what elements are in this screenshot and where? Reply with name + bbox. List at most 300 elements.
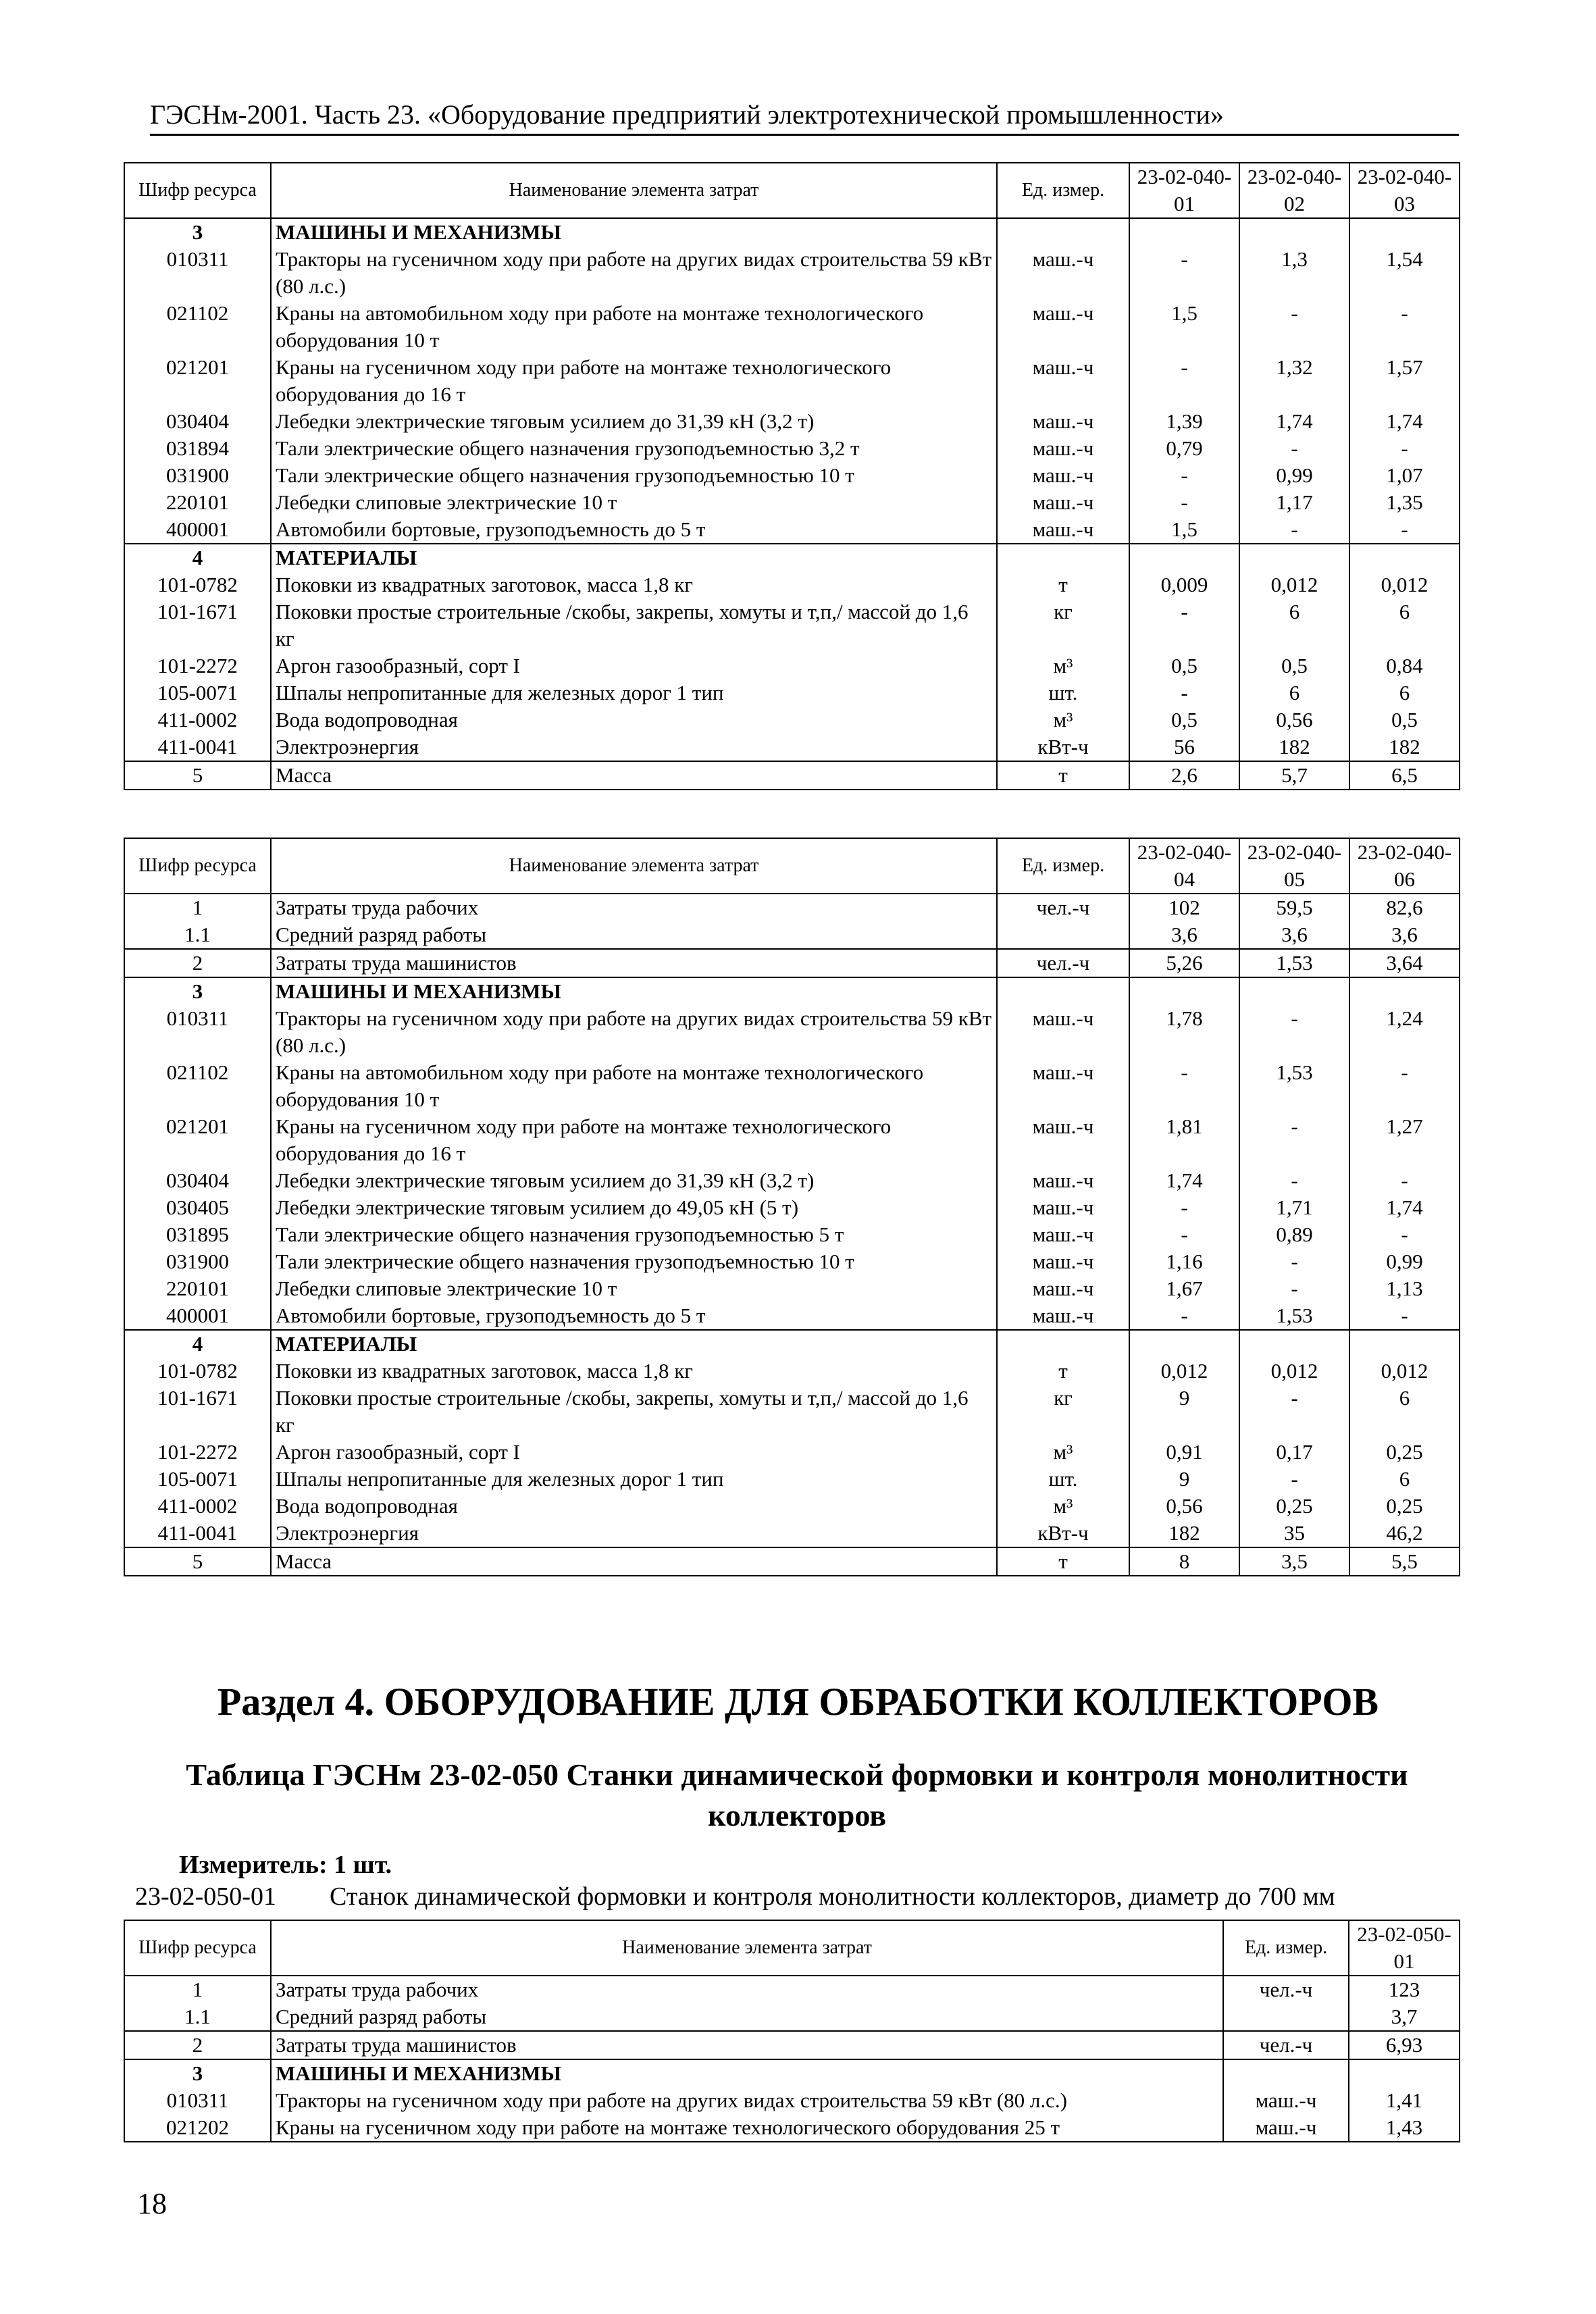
- resource-unit: маш.-ч: [997, 300, 1129, 354]
- norm-value: 56: [1129, 734, 1239, 761]
- norm-value: 0,17: [1239, 1439, 1349, 1466]
- norm-value: 0,56: [1239, 706, 1349, 734]
- section-title: Раздел 4. ОБОРУДОВАНИЕ ДЛЯ ОБРАБОТКИ КОЛЛЕКТОРОВ: [217, 1680, 1379, 1724]
- resource-code: 2: [124, 949, 271, 977]
- resource-name: Краны на автомобильном ходу при работе на монтаже технологического оборудования 10 т: [271, 300, 997, 354]
- norm-value: [1239, 1330, 1349, 1358]
- table-row: [124, 1302, 1460, 1330]
- norm-value: 35: [1239, 1520, 1349, 1547]
- resource-code: 030405: [124, 1194, 271, 1221]
- norm-value: 1,71: [1239, 1194, 1349, 1221]
- table-row: [124, 2031, 1460, 2059]
- norm-value: 123: [1349, 1976, 1460, 2003]
- resource-unit: маш.-ч: [997, 1059, 1129, 1113]
- table-row: [124, 1167, 1460, 1194]
- norm-value: 0,56: [1129, 1493, 1239, 1520]
- resource-name: Затраты труда машинистов: [271, 2031, 1223, 2059]
- table-row: [124, 706, 1460, 734]
- norm-value: -: [1129, 679, 1239, 706]
- norm-value: 1,74: [1349, 408, 1460, 435]
- norm-value: 6: [1239, 598, 1349, 652]
- resource-unit: м³: [997, 706, 1129, 734]
- resource-name: Поковки из квадратных заготовок, масса 1,8 кг: [271, 1358, 997, 1385]
- norm-value: 0,5: [1129, 706, 1239, 734]
- resource-unit: маш.-ч: [1223, 2087, 1349, 2114]
- resource-code: 411-0002: [124, 1493, 271, 1520]
- col-norm-header: 23-02-050-01: [1349, 1920, 1460, 1976]
- norm-value: -: [1129, 1194, 1239, 1221]
- resource-name: Тракторы на гусеничном ходу при работе на других видах строительства 59 кВт (80 л.с.): [271, 246, 997, 300]
- table-row: [124, 2087, 1460, 2114]
- norm-value: [1239, 544, 1349, 571]
- norm-value: 0,25: [1349, 1439, 1460, 1466]
- resource-code: 4: [124, 1330, 271, 1358]
- col-norm-header: 23-02-040-04: [1129, 838, 1239, 894]
- norm-value: 6: [1349, 1466, 1460, 1493]
- resource-code: 105-0071: [124, 679, 271, 706]
- norm-text: Станок динамической формовки и контроля монолитности коллекторов, диаметр до 700 мм: [330, 1882, 1335, 1911]
- resource-name: Тали электрические общего назначения грузоподъемностью 10 т: [271, 1248, 997, 1275]
- table-row: [124, 1493, 1460, 1520]
- table-row: [124, 516, 1460, 544]
- resource-code: 010311: [124, 2087, 271, 2114]
- norm-value: 3,6: [1239, 921, 1349, 949]
- col-norm-header: 23-02-040-05: [1239, 838, 1349, 894]
- norm-value: 1,43: [1349, 2114, 1460, 2142]
- resource-code: 101-1671: [124, 598, 271, 652]
- resource-name: Масса: [271, 761, 997, 790]
- resource-name: Лебедки слиповые электрические 10 т: [271, 1275, 997, 1302]
- norm-value: [1349, 218, 1460, 246]
- resource-unit: кг: [997, 598, 1129, 652]
- resource-code: 030404: [124, 1167, 271, 1194]
- resource-unit: м³: [997, 1439, 1129, 1466]
- table-row: [124, 761, 1460, 790]
- resource-code: 400001: [124, 516, 271, 544]
- norm-value: 1,27: [1349, 1113, 1460, 1167]
- norm-value: 1,16: [1129, 1248, 1239, 1275]
- norm-value: 46,2: [1349, 1520, 1460, 1547]
- table-row: [124, 489, 1460, 516]
- col-norm-header: 23-02-040-01: [1129, 163, 1239, 218]
- resource-name: Тали электрические общего назначения грузоподъемностью 3,2 т: [271, 435, 997, 462]
- resource-name: Шпалы непропитанные для железных дорог 1 тип: [271, 1466, 997, 1493]
- resource-unit: [1223, 2003, 1349, 2031]
- norm-value: -: [1129, 1059, 1239, 1113]
- norm-value: 1,07: [1349, 462, 1460, 489]
- resource-name: Электроэнергия: [271, 734, 997, 761]
- resource-unit: маш.-ч: [997, 1275, 1129, 1302]
- norm-value: 9: [1129, 1466, 1239, 1493]
- resource-table-040-01-03: [124, 162, 1460, 790]
- resource-name: Поковки простые строительные /скобы, закрепы, хомуты и т,п,/ массой до 1,6 кг: [271, 1385, 997, 1439]
- norm-value: 1,53: [1239, 1302, 1349, 1330]
- norm-value: 5,7: [1239, 761, 1349, 790]
- norm-value: [1349, 977, 1460, 1005]
- col-norm-header: 23-02-040-02: [1239, 163, 1349, 218]
- norm-value: -: [1239, 1167, 1349, 1194]
- norm-value: 1,53: [1239, 949, 1349, 977]
- resource-name: МАТЕРИАЛЫ: [271, 1330, 997, 1358]
- norm-value: 1,39: [1129, 408, 1239, 435]
- norm-value: 182: [1239, 734, 1349, 761]
- page-header: ГЭСНм-2001. Часть 23. «Оборудование предприятий электротехнической промышленности»: [150, 97, 1459, 136]
- norm-value: 0,012: [1129, 1358, 1239, 1385]
- norm-value: -: [1349, 1059, 1460, 1113]
- norm-value: 1,32: [1239, 354, 1349, 408]
- norm-value: 9: [1129, 1385, 1239, 1439]
- resource-code: 030404: [124, 408, 271, 435]
- resource-name: Электроэнергия: [271, 1520, 997, 1547]
- norm-value: -: [1239, 1005, 1349, 1059]
- resource-code: 411-0041: [124, 1520, 271, 1547]
- resource-unit: маш.-ч: [997, 1248, 1129, 1275]
- table-row: [124, 977, 1460, 1005]
- resource-name: Краны на гусеничном ходу при работе на монтаже технологического оборудования до 16 т: [271, 354, 997, 408]
- resource-code: 101-2272: [124, 652, 271, 679]
- resource-unit: шт.: [997, 679, 1129, 706]
- norm-value: -: [1239, 1466, 1349, 1493]
- norm-value: 1,81: [1129, 1113, 1239, 1167]
- col-unit-header: Ед. измер.: [997, 838, 1129, 894]
- resource-name: Автомобили бортовые, грузоподъемность до 5 т: [271, 516, 997, 544]
- resource-unit: шт.: [997, 1466, 1129, 1493]
- col-norm-header: 23-02-040-03: [1349, 163, 1460, 218]
- table-row: [124, 598, 1460, 652]
- col-name-header: Наименование элемента затрат: [271, 1920, 1223, 1976]
- resource-name: Вода водопроводная: [271, 706, 997, 734]
- col-code-header: Шифр ресурса: [124, 163, 271, 218]
- col-code-header: Шифр ресурса: [124, 1920, 271, 1976]
- resource-code: 101-0782: [124, 571, 271, 598]
- norm-value: -: [1239, 516, 1349, 544]
- resource-code: 031894: [124, 435, 271, 462]
- table-row: [124, 246, 1460, 300]
- table-row: [124, 1466, 1460, 1493]
- resource-unit: кВт-ч: [997, 1520, 1129, 1547]
- resource-name: Лебедки слиповые электрические 10 т: [271, 489, 997, 516]
- table-row: [124, 894, 1460, 921]
- norm-value: 0,012: [1349, 571, 1460, 598]
- norm-value: [1129, 544, 1239, 571]
- resource-unit: м³: [997, 1493, 1129, 1520]
- norm-value: 3,64: [1349, 949, 1460, 977]
- norm-value: -: [1129, 246, 1239, 300]
- resource-unit: маш.-ч: [997, 1221, 1129, 1248]
- resource-unit: маш.-ч: [997, 516, 1129, 544]
- resource-table-040-04-06: [124, 838, 1460, 1576]
- table-row: [124, 2003, 1460, 2031]
- resource-code: 021102: [124, 1059, 271, 1113]
- table-row: [124, 1520, 1460, 1547]
- resource-code: 5: [124, 761, 271, 790]
- col-unit-header: Ед. измер.: [997, 163, 1129, 218]
- norm-value: 1,41: [1349, 2087, 1460, 2114]
- norm-value: -: [1349, 1302, 1460, 1330]
- table-row: [124, 544, 1460, 571]
- resource-code: 400001: [124, 1302, 271, 1330]
- table-row: [124, 652, 1460, 679]
- col-norm-header: 23-02-040-06: [1349, 838, 1460, 894]
- resource-unit: маш.-ч: [997, 1194, 1129, 1221]
- resource-code: 101-0782: [124, 1358, 271, 1385]
- resource-code: 3: [124, 977, 271, 1005]
- resource-unit: т: [997, 1358, 1129, 1385]
- norm-value: 1,24: [1349, 1005, 1460, 1059]
- resource-unit: [997, 1330, 1129, 1358]
- norm-value: 1,17: [1239, 489, 1349, 516]
- table-row: [124, 218, 1460, 246]
- table-row: [124, 1248, 1460, 1275]
- norm-value: -: [1129, 462, 1239, 489]
- norm-value: -: [1239, 1113, 1349, 1167]
- col-name-header: Наименование элемента затрат: [271, 838, 997, 894]
- table-row: [124, 1547, 1460, 1576]
- resource-unit: т: [997, 1547, 1129, 1576]
- resource-code: 2: [124, 2031, 271, 2059]
- resource-name: Затраты труда рабочих: [271, 894, 997, 921]
- norm-value: 0,99: [1239, 462, 1349, 489]
- table-row: [124, 462, 1460, 489]
- norm-value: 2,6: [1129, 761, 1239, 790]
- norm-value: 3,7: [1349, 2003, 1460, 2031]
- table-row: [124, 1059, 1460, 1113]
- resource-unit: маш.-ч: [997, 462, 1129, 489]
- norm-value: 59,5: [1239, 894, 1349, 921]
- norm-value: 0,5: [1239, 652, 1349, 679]
- table-row: [124, 949, 1460, 977]
- resource-unit: [997, 921, 1129, 949]
- table-title: Таблица ГЭСНм 23-02-050 Станки динамической формовки и контроля монолитности коллекторов: [186, 1757, 1408, 1832]
- resource-unit: маш.-ч: [997, 1005, 1129, 1059]
- resource-code: 021201: [124, 1113, 271, 1167]
- resource-name: Затраты труда рабочих: [271, 1976, 1223, 2003]
- norm-value: 0,25: [1239, 1493, 1349, 1520]
- resource-unit: [997, 544, 1129, 571]
- resource-unit: маш.-ч: [997, 1167, 1129, 1194]
- resource-name: Средний разряд работы: [271, 921, 997, 949]
- resource-name: МАШИНЫ И МЕХАНИЗМЫ: [271, 218, 997, 246]
- resource-name: Средний разряд работы: [271, 2003, 1223, 2031]
- table-row: [124, 2059, 1460, 2087]
- resource-unit: [997, 977, 1129, 1005]
- norm-description: [135, 1881, 1335, 1912]
- resource-code: 021201: [124, 354, 271, 408]
- norm-value: 8: [1129, 1547, 1239, 1576]
- resource-name: Лебедки электрические тяговым усилием до 49,05 кН (5 т): [271, 1194, 997, 1221]
- norm-value: 1,78: [1129, 1005, 1239, 1059]
- norm-value: -: [1129, 1302, 1239, 1330]
- resource-name: Тракторы на гусеничном ходу при работе на других видах строительства 59 кВт (80 л.с.): [271, 1005, 997, 1059]
- resource-unit: маш.-ч: [997, 435, 1129, 462]
- resource-code: 105-0071: [124, 1466, 271, 1493]
- norm-value: 3,6: [1129, 921, 1239, 949]
- norm-value: 6: [1349, 598, 1460, 652]
- norm-value: -: [1239, 1248, 1349, 1275]
- table-row: [124, 1976, 1460, 2003]
- norm-value: [1129, 977, 1239, 1005]
- table-row: [124, 1113, 1460, 1167]
- resource-code: 010311: [124, 246, 271, 300]
- norm-value: -: [1349, 1167, 1460, 1194]
- resource-code: 220101: [124, 489, 271, 516]
- resource-code: 1.1: [124, 921, 271, 949]
- table-row: [124, 408, 1460, 435]
- resource-code: 010311: [124, 1005, 271, 1059]
- norm-value: 1,3: [1239, 246, 1349, 300]
- norm-value: 0,5: [1349, 706, 1460, 734]
- norm-value: [1239, 977, 1349, 1005]
- norm-value: -: [1349, 435, 1460, 462]
- norm-value: -: [1349, 300, 1460, 354]
- norm-value: 1,74: [1239, 408, 1349, 435]
- resource-name: Поковки простые строительные /скобы, закрепы, хомуты и т,п,/ массой до 1,6 кг: [271, 598, 997, 652]
- norm-value: 1,5: [1129, 516, 1239, 544]
- norm-value: 182: [1129, 1520, 1239, 1547]
- norm-value: -: [1129, 598, 1239, 652]
- norm-value: 0,89: [1239, 1221, 1349, 1248]
- norm-value: 0,99: [1349, 1248, 1460, 1275]
- norm-value: -: [1239, 435, 1349, 462]
- norm-value: 6: [1239, 679, 1349, 706]
- table-row: [124, 300, 1460, 354]
- resource-name: Краны на автомобильном ходу при работе на монтаже технологического оборудования 10 т: [271, 1059, 997, 1113]
- norm-value: 5,5: [1349, 1547, 1460, 1576]
- norm-value: 5,26: [1129, 949, 1239, 977]
- norm-value: -: [1129, 1221, 1239, 1248]
- resource-unit: чел.-ч: [1223, 1976, 1349, 2003]
- norm-value: [1129, 218, 1239, 246]
- resource-code: 101-1671: [124, 1385, 271, 1439]
- norm-value: 0,012: [1239, 571, 1349, 598]
- norm-value: 1,74: [1349, 1194, 1460, 1221]
- resource-code: 1.1: [124, 2003, 271, 2031]
- norm-value: 0,91: [1129, 1439, 1239, 1466]
- resource-unit: маш.-ч: [997, 1302, 1129, 1330]
- norm-value: 0,84: [1349, 652, 1460, 679]
- page-number: 18: [137, 2187, 167, 2220]
- resource-unit: [1223, 2059, 1349, 2087]
- resource-name: МАШИНЫ И МЕХАНИЗМЫ: [271, 2059, 1223, 2087]
- resource-code: 5: [124, 1547, 271, 1576]
- norm-value: -: [1129, 354, 1239, 408]
- resource-code: 1: [124, 894, 271, 921]
- table-row: [124, 571, 1460, 598]
- resource-code: 101-2272: [124, 1439, 271, 1466]
- resource-name: Затраты труда машинистов: [271, 949, 997, 977]
- norm-value: 6,93: [1349, 2031, 1460, 2059]
- col-unit-header: Ед. измер.: [1223, 1920, 1349, 1976]
- table-row: [124, 1221, 1460, 1248]
- resource-unit: [997, 218, 1129, 246]
- norm-value: 82,6: [1349, 894, 1460, 921]
- resource-code: 1: [124, 1976, 271, 2003]
- table-row: [124, 435, 1460, 462]
- resource-name: Аргон газообразный, сорт I: [271, 1439, 997, 1466]
- col-code-header: Шифр ресурса: [124, 838, 271, 894]
- resource-code: 021202: [124, 2114, 271, 2142]
- col-name-header: Наименование элемента затрат: [271, 163, 997, 218]
- norm-value: [1349, 544, 1460, 571]
- norm-value: -: [1239, 1385, 1349, 1439]
- table-row: [124, 1194, 1460, 1221]
- resource-unit: чел.-ч: [1223, 2031, 1349, 2059]
- norm-value: -: [1239, 300, 1349, 354]
- norm-value: -: [1349, 1221, 1460, 1248]
- resource-unit: чел.-ч: [997, 894, 1129, 921]
- norm-code: 23-02-050-01: [135, 1882, 276, 1911]
- norm-value: 182: [1349, 734, 1460, 761]
- norm-value: 0,012: [1349, 1358, 1460, 1385]
- table-row: [124, 1330, 1460, 1358]
- table-row: [124, 354, 1460, 408]
- resource-name: Аргон газообразный, сорт I: [271, 652, 997, 679]
- table-row: [124, 734, 1460, 761]
- resource-name: Шпалы непропитанные для железных дорог 1 тип: [271, 679, 997, 706]
- norm-value: 3,5: [1239, 1547, 1349, 1576]
- norm-value: 6: [1349, 679, 1460, 706]
- resource-name: Автомобили бортовые, грузоподъемность до 5 т: [271, 1302, 997, 1330]
- resource-code: 411-0002: [124, 706, 271, 734]
- norm-value: [1239, 218, 1349, 246]
- resource-code: 031900: [124, 1248, 271, 1275]
- resource-unit: т: [997, 761, 1129, 790]
- resource-name: МАТЕРИАЛЫ: [271, 544, 997, 571]
- resource-code: 031900: [124, 462, 271, 489]
- resource-unit: маш.-ч: [1223, 2114, 1349, 2142]
- table-row: [124, 679, 1460, 706]
- resource-code: 411-0041: [124, 734, 271, 761]
- norm-value: 1,35: [1349, 489, 1460, 516]
- norm-value: 0,009: [1129, 571, 1239, 598]
- resource-unit: кВт-ч: [997, 734, 1129, 761]
- norm-value: 6: [1349, 1385, 1460, 1439]
- resource-name: Тракторы на гусеничном ходу при работе на других видах строительства 59 кВт (80 л.с.): [271, 2087, 1223, 2114]
- norm-value: 0,79: [1129, 435, 1239, 462]
- resource-code: 4: [124, 544, 271, 571]
- table-row: [124, 1275, 1460, 1302]
- resource-name: Тали электрические общего назначения грузоподъемностью 5 т: [271, 1221, 997, 1248]
- norm-value: 1,74: [1129, 1167, 1239, 1194]
- norm-value: [1349, 1330, 1460, 1358]
- resource-unit: кг: [997, 1385, 1129, 1439]
- table-row: [124, 1358, 1460, 1385]
- norm-value: 1,5: [1129, 300, 1239, 354]
- resource-name: Тали электрические общего назначения грузоподъемностью 10 т: [271, 462, 997, 489]
- norm-value: [1129, 1330, 1239, 1358]
- resource-name: МАШИНЫ И МЕХАНИЗМЫ: [271, 977, 997, 1005]
- resource-unit: маш.-ч: [997, 246, 1129, 300]
- resource-unit: т: [997, 571, 1129, 598]
- resource-name: Вода водопроводная: [271, 1493, 997, 1520]
- resource-code: 220101: [124, 1275, 271, 1302]
- norm-value: 1,13: [1349, 1275, 1460, 1302]
- resource-table-050-01: [124, 1920, 1460, 2142]
- resource-unit: маш.-ч: [997, 489, 1129, 516]
- table-row: [124, 1439, 1460, 1466]
- norm-value: 0,012: [1239, 1358, 1349, 1385]
- norm-value: -: [1129, 489, 1239, 516]
- resource-name: Краны на гусеничном ходу при работе на монтаже технологического оборудования 25 т: [271, 2114, 1223, 2142]
- norm-value: 1,53: [1239, 1059, 1349, 1113]
- resource-name: Масса: [271, 1547, 997, 1576]
- meter-label: Измеритель: 1 шт.: [179, 1851, 392, 1879]
- resource-name: Краны на гусеничном ходу при работе на монтаже технологического оборудования до 16 т: [271, 1113, 997, 1167]
- resource-code: 3: [124, 218, 271, 246]
- table-row: [124, 1385, 1460, 1439]
- table-row: [124, 921, 1460, 949]
- resource-unit: чел.-ч: [997, 949, 1129, 977]
